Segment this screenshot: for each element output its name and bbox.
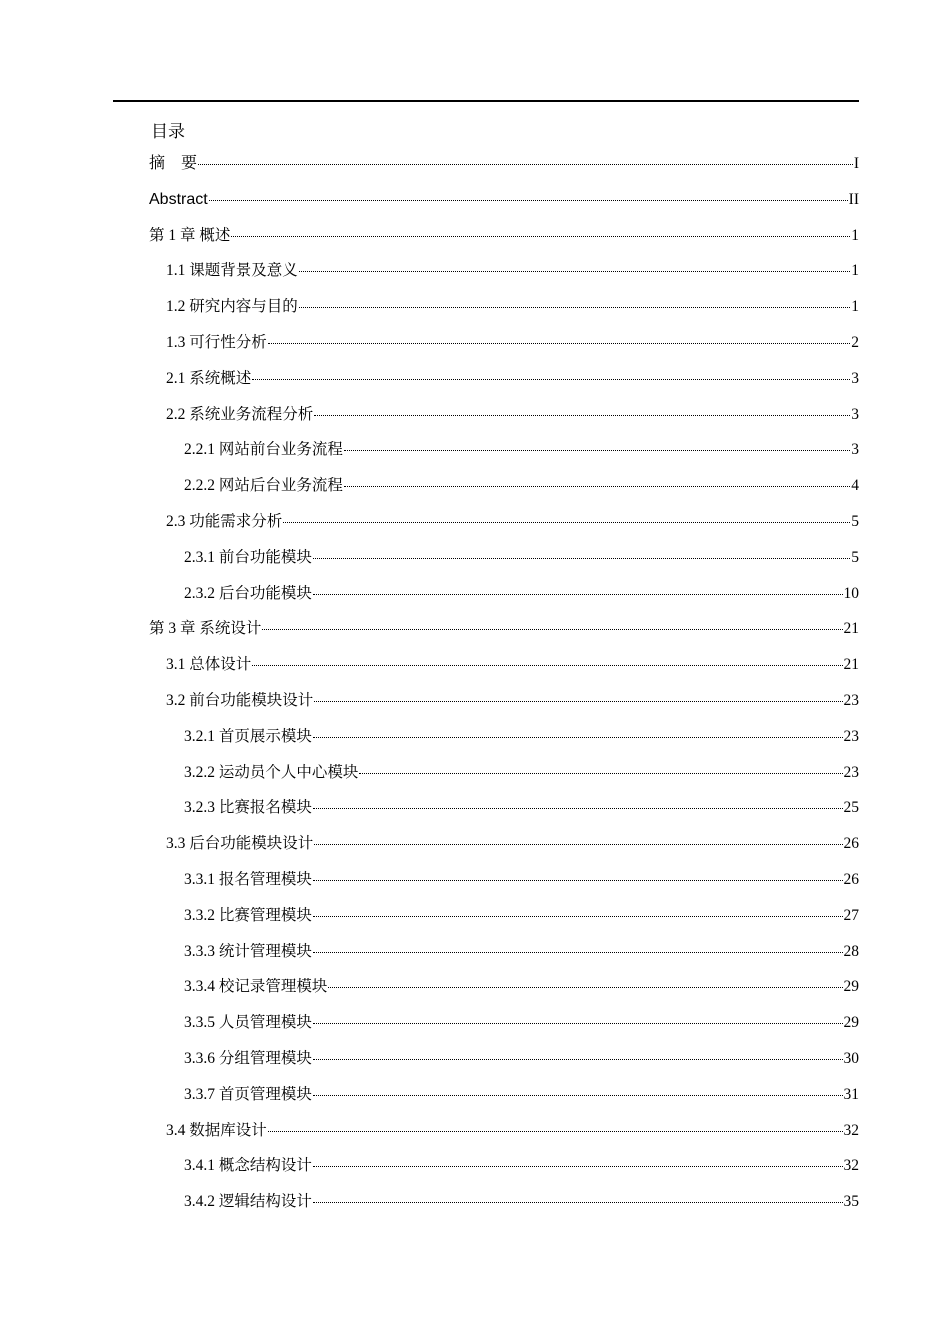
toc-page-number: 31: [843, 1085, 859, 1103]
toc-entry[interactable]: [149, 934, 859, 970]
toc-page-number: 28: [843, 942, 859, 960]
dot-leader: [359, 773, 842, 774]
dot-leader: [268, 1131, 843, 1132]
toc-entry[interactable]: [149, 1077, 859, 1113]
toc-entry-title: 第 1 章 概述: [149, 226, 231, 244]
toc-entry[interactable]: [149, 432, 859, 468]
dot-leader: [283, 522, 850, 523]
toc-page-number: 10: [843, 584, 859, 602]
toc-page-number: 4: [851, 477, 859, 495]
toc-page-number: 32: [843, 1121, 859, 1139]
toc-entry[interactable]: [149, 146, 859, 182]
dot-leader: [252, 665, 842, 666]
toc-entry[interactable]: [149, 790, 859, 826]
toc-entry[interactable]: [149, 325, 859, 361]
dot-leader: [299, 271, 850, 272]
dot-leader: [313, 1023, 843, 1024]
toc-page-number: 5: [851, 512, 859, 530]
toc-entry[interactable]: [149, 540, 859, 576]
toc-entry-title: 1.3 可行性分析: [166, 333, 267, 351]
toc-entry[interactable]: [149, 826, 859, 862]
toc-entry-title: 3.3.7 首页管理模块: [184, 1085, 312, 1103]
dot-leader: [252, 379, 850, 380]
toc-entry-title: 1.1 课题背景及意义: [166, 262, 298, 280]
toc-entry-title: 2.3 功能需求分析: [166, 512, 283, 530]
toc-entry-title: 3.4.2 逻辑结构设计: [184, 1193, 312, 1211]
toc-page-number: 26: [843, 835, 859, 853]
toc-entry[interactable]: [149, 611, 859, 647]
dot-leader: [313, 1166, 843, 1167]
toc-title: 目录: [151, 122, 185, 141]
dot-leader: [299, 307, 850, 308]
toc-page-number: 25: [843, 799, 859, 817]
toc-entry[interactable]: [149, 468, 859, 504]
toc-entry-title: 3.3.6 分组管理模块: [184, 1049, 312, 1067]
toc-page-number: 32: [843, 1157, 859, 1175]
dot-leader: [313, 880, 843, 881]
toc-page-number: 2: [851, 333, 859, 351]
toc-entry[interactable]: [149, 361, 859, 397]
dot-leader: [313, 916, 843, 917]
toc-entry-title: 3.2.3 比赛报名模块: [184, 799, 312, 817]
toc-page-number: 3: [851, 369, 859, 387]
toc-entry[interactable]: [149, 1041, 859, 1077]
dot-leader: [328, 987, 842, 988]
toc-entry-title: 3.3.2 比赛管理模块: [184, 906, 312, 924]
toc-page-number: 27: [843, 906, 859, 924]
toc-entry[interactable]: [149, 862, 859, 898]
toc-page-number: 21: [843, 656, 859, 674]
toc-entry[interactable]: [149, 647, 859, 683]
toc-entry-title: 3.1 总体设计: [166, 656, 252, 674]
dot-leader: [313, 1095, 843, 1096]
dot-leader: [198, 164, 853, 165]
toc-page-number: 1: [851, 226, 859, 244]
dot-leader: [314, 415, 850, 416]
toc-entry-title: 3.3.3 统计管理模块: [184, 942, 312, 960]
dot-leader: [268, 343, 850, 344]
toc-page-number: 30: [843, 1049, 859, 1067]
header-rule: [113, 100, 859, 102]
toc-entry-title: 3.2.1 首页展示模块: [184, 727, 312, 745]
toc-entry-title: 2.3.2 后台功能模块: [184, 584, 312, 602]
toc-entry-title: 2.3.1 前台功能模块: [184, 548, 312, 566]
dot-leader: [313, 594, 843, 595]
dot-leader: [262, 629, 842, 630]
toc-entry[interactable]: [149, 397, 859, 433]
dot-leader: [313, 952, 843, 953]
toc-entry-title: 2.2.1 网站前台业务流程: [184, 441, 343, 459]
toc-page-number: 23: [843, 727, 859, 745]
toc-entry-title: 2.2.2 网站后台业务流程: [184, 477, 343, 495]
toc-entry-title: 3.4.1 概念结构设计: [184, 1157, 312, 1175]
dot-leader: [314, 844, 842, 845]
toc-entry[interactable]: [149, 253, 859, 289]
toc-page-number: 23: [843, 763, 859, 781]
toc-page-number: 3: [851, 441, 859, 459]
toc-entry-title: 3.2 前台功能模块设计: [166, 691, 314, 709]
toc-page-number: I: [853, 155, 859, 172]
toc-entry-title: 3.2.2 运动员个人中心模块: [184, 763, 359, 781]
toc-page-number: 29: [843, 978, 859, 996]
dot-leader: [313, 558, 850, 559]
toc-page-number: 3: [851, 405, 859, 423]
toc-entry-title: 2.2 系统业务流程分析: [166, 405, 314, 423]
toc-entry[interactable]: [149, 218, 859, 254]
toc-entry[interactable]: [149, 719, 859, 755]
toc-page-number: 1: [851, 298, 859, 316]
dot-leader: [209, 200, 848, 201]
dot-leader: [313, 1202, 843, 1203]
toc-page-number: 1: [851, 262, 859, 280]
toc-entry-title: 3.3.4 校记录管理模块: [184, 978, 328, 996]
toc-page-number: 26: [843, 870, 859, 888]
toc-entry[interactable]: [149, 1113, 859, 1149]
toc-entry[interactable]: [149, 683, 859, 719]
dot-leader: [313, 1059, 843, 1060]
toc-page-number: II: [848, 190, 859, 208]
dot-leader: [314, 701, 842, 702]
dot-leader: [231, 236, 850, 237]
toc-entry-title: 3.3 后台功能模块设计: [166, 835, 314, 853]
dot-leader: [344, 486, 850, 487]
toc-entry[interactable]: [149, 1184, 859, 1220]
toc-entry-title: Abstract: [149, 190, 208, 208]
toc-entry[interactable]: [149, 1148, 859, 1184]
toc-entry-title: 第 3 章 系统设计: [149, 620, 262, 638]
toc-page-number: 23: [843, 691, 859, 709]
toc-entry[interactable]: [149, 1005, 859, 1041]
toc-entry[interactable]: [149, 182, 859, 218]
toc-entry[interactable]: [149, 504, 859, 540]
toc-page-number: 5: [851, 548, 859, 566]
toc-page-number: 29: [843, 1014, 859, 1032]
toc-entry-title: 3.4 数据库设计: [166, 1121, 267, 1139]
toc-entry[interactable]: [149, 576, 859, 612]
table-of-contents: [149, 146, 859, 1220]
toc-entry-title: 3.3.1 报名管理模块: [184, 870, 312, 888]
toc-page-number: 35: [843, 1193, 859, 1211]
dot-leader: [313, 808, 843, 809]
dot-leader: [313, 737, 843, 738]
dot-leader: [344, 450, 850, 451]
toc-entry[interactable]: [149, 755, 859, 791]
toc-entry-title: 2.1 系统概述: [166, 369, 252, 387]
toc-entry[interactable]: [149, 289, 859, 325]
toc-entry[interactable]: [149, 898, 859, 934]
toc-page-number: 21: [843, 620, 859, 638]
toc-entry[interactable]: [149, 969, 859, 1005]
toc-entry-title: 摘 要: [149, 155, 198, 172]
toc-entry-title: 3.3.5 人员管理模块: [184, 1014, 312, 1032]
toc-entry-title: 1.2 研究内容与目的: [166, 298, 298, 316]
